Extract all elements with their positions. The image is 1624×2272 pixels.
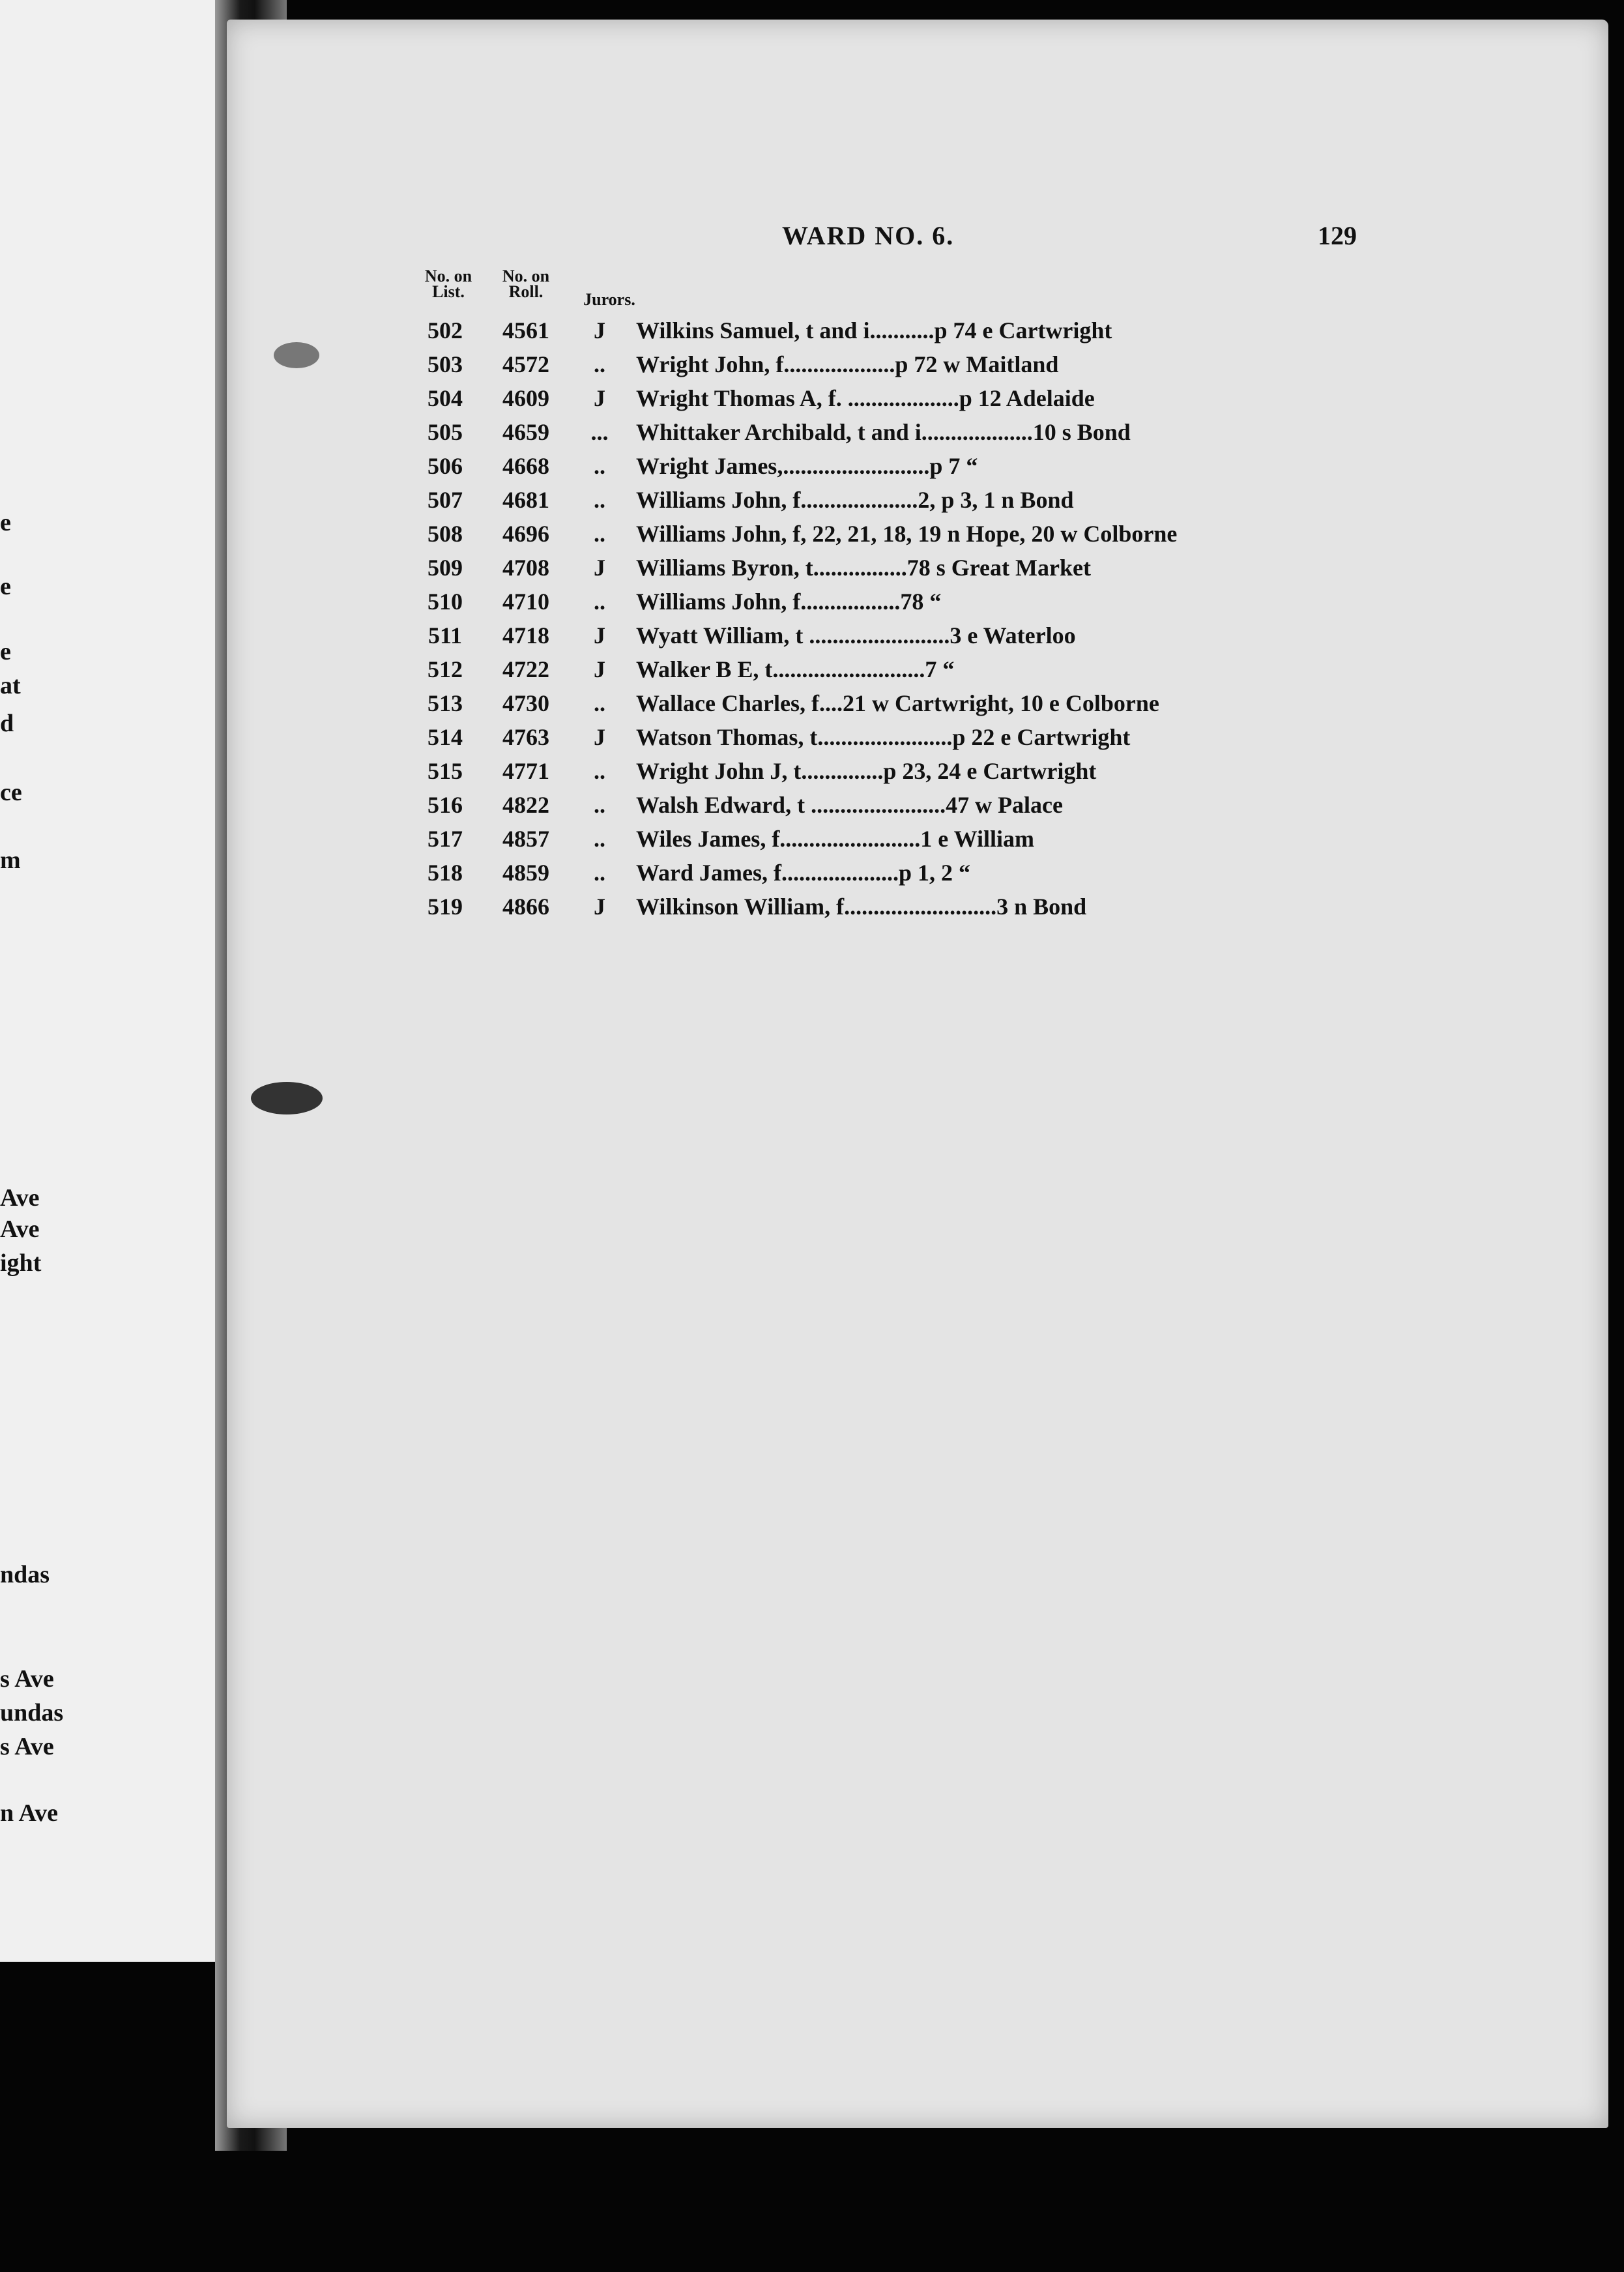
facing-page-fragment: m	[0, 847, 21, 874]
voter-entry: Wyatt William, t ........................3 e Waterloo	[636, 622, 1076, 648]
roll-number: 4730	[502, 690, 549, 716]
juror-mark: ..	[594, 521, 605, 547]
facing-page-fragment: n Ave	[0, 1799, 59, 1827]
facing-page	[0, 0, 225, 1962]
facing-page-fragment: ndas	[0, 1561, 50, 1588]
voter-entry: Wright John, f...................p 72 w Maitland	[636, 351, 1059, 377]
list-number: 519	[428, 894, 463, 920]
juror-mark: J	[594, 622, 605, 648]
facing-page-fragment: ight	[0, 1249, 42, 1277]
juror-mark: ..	[594, 792, 605, 818]
roll-number: 4866	[502, 894, 549, 920]
juror-mark: J	[594, 555, 605, 581]
roll-number: 4718	[502, 622, 549, 648]
roll-number: 4822	[502, 792, 549, 818]
juror-mark: J	[594, 724, 605, 750]
voter-entry: Williams John, f.................78 “	[636, 589, 942, 615]
roll-number: 4763	[502, 724, 549, 750]
list-number: 502	[428, 317, 463, 343]
page-stain	[274, 342, 319, 368]
juror-mark: ..	[594, 453, 605, 479]
roll-number: 4722	[502, 656, 549, 682]
voter-entry: Wiles James, f........................1 e William	[636, 826, 1034, 852]
column-header-jurors: Jurors.	[583, 290, 635, 309]
list-number: 507	[428, 487, 463, 513]
list-number: 512	[428, 656, 463, 682]
juror-mark: ..	[594, 351, 605, 377]
list-number: 509	[428, 555, 463, 581]
list-number: 518	[428, 860, 463, 886]
voter-entry: Whittaker Archibald, t and i...................10 s Bond	[636, 419, 1131, 445]
column-header-list: No. on List.	[424, 267, 472, 301]
roll-number: 4696	[502, 521, 549, 547]
list-number: 513	[428, 690, 463, 716]
list-number: 506	[428, 453, 463, 479]
juror-mark: ..	[594, 860, 605, 886]
voter-entry: Wright Thomas A, f. ...................p 12 Adelaide	[636, 385, 1095, 411]
roll-number: 4681	[502, 487, 549, 513]
juror-mark: ...	[590, 419, 609, 445]
facing-page-fragment: e	[0, 573, 11, 600]
list-number: 503	[428, 351, 463, 377]
list-number: 516	[428, 792, 463, 818]
facing-page-fragment: e	[0, 638, 11, 665]
juror-mark: J	[594, 385, 605, 411]
juror-mark: ..	[594, 826, 605, 852]
binding-thread	[251, 1082, 323, 1114]
juror-mark: ..	[594, 758, 605, 784]
roll-number: 4859	[502, 860, 549, 886]
voter-entry: Wallace Charles, f....21 w Cartwright, 10 e Colborne	[636, 690, 1159, 716]
list-number: 511	[428, 622, 462, 648]
roll-number: 4609	[502, 385, 549, 411]
list-number: 505	[428, 419, 463, 445]
roll-number: 4710	[502, 589, 549, 615]
juror-mark: ..	[594, 487, 605, 513]
voter-entry: Ward James, f....................p 1, 2 “	[636, 860, 970, 886]
juror-mark: J	[594, 317, 605, 343]
list-number: 517	[428, 826, 463, 852]
facing-page-fragment: Ave	[0, 1184, 40, 1212]
juror-mark: ..	[594, 690, 605, 716]
juror-mark: ..	[594, 589, 605, 615]
voter-entry: Watson Thomas, t.......................p 22 e Cartwright	[636, 724, 1131, 750]
voter-entry: Wilkinson William, f..........................3 n Bond	[636, 894, 1087, 920]
facing-page-fragment: e	[0, 509, 11, 536]
voter-entry: Williams Byron, t................78 s Great Market	[636, 555, 1091, 581]
list-number: 510	[428, 589, 463, 615]
voter-entry: Williams John, f, 22, 21, 18, 19 n Hope, 20 w Colborne	[636, 521, 1178, 547]
facing-page-fragment: s Ave	[0, 1733, 54, 1760]
page-number: 129	[1318, 221, 1357, 250]
roll-number: 4659	[502, 419, 549, 445]
facing-page-fragment: Ave	[0, 1216, 40, 1243]
juror-mark: J	[594, 656, 605, 682]
facing-page-fragment: ce	[0, 779, 22, 806]
voter-entry: Walsh Edward, t .......................47 w Palace	[636, 792, 1064, 818]
roll-number: 4572	[502, 351, 549, 377]
voter-entry: Wright John J, t..............p 23, 24 e Cartwright	[636, 758, 1097, 784]
facing-page-fragment: at	[0, 672, 21, 699]
list-number: 508	[428, 521, 463, 547]
roll-number: 4708	[502, 555, 549, 581]
list-number: 515	[428, 758, 463, 784]
list-number: 504	[428, 385, 463, 411]
voter-entry: Wright James,.........................p 7 “	[636, 453, 978, 479]
voter-entry: Wilkins Samuel, t and i...........p 74 e Cartwright	[636, 317, 1112, 343]
facing-page-fragment: undas	[0, 1699, 64, 1726]
juror-mark: J	[594, 894, 605, 920]
facing-page-fragment: s Ave	[0, 1665, 54, 1693]
roll-number: 4771	[502, 758, 549, 784]
facing-page-fragment: d	[0, 710, 14, 737]
page-title: WARD NO. 6.	[782, 221, 955, 250]
list-number: 514	[428, 724, 463, 750]
roll-number: 4668	[502, 453, 549, 479]
column-header-roll: No. on Roll.	[502, 267, 550, 301]
roll-number: 4561	[502, 317, 549, 343]
voter-entry: Williams John, f....................2, p 3, 1 n Bond	[636, 487, 1074, 513]
voter-entry: Walker B E, t..........................7 “	[636, 656, 955, 682]
roll-number: 4857	[502, 826, 549, 852]
